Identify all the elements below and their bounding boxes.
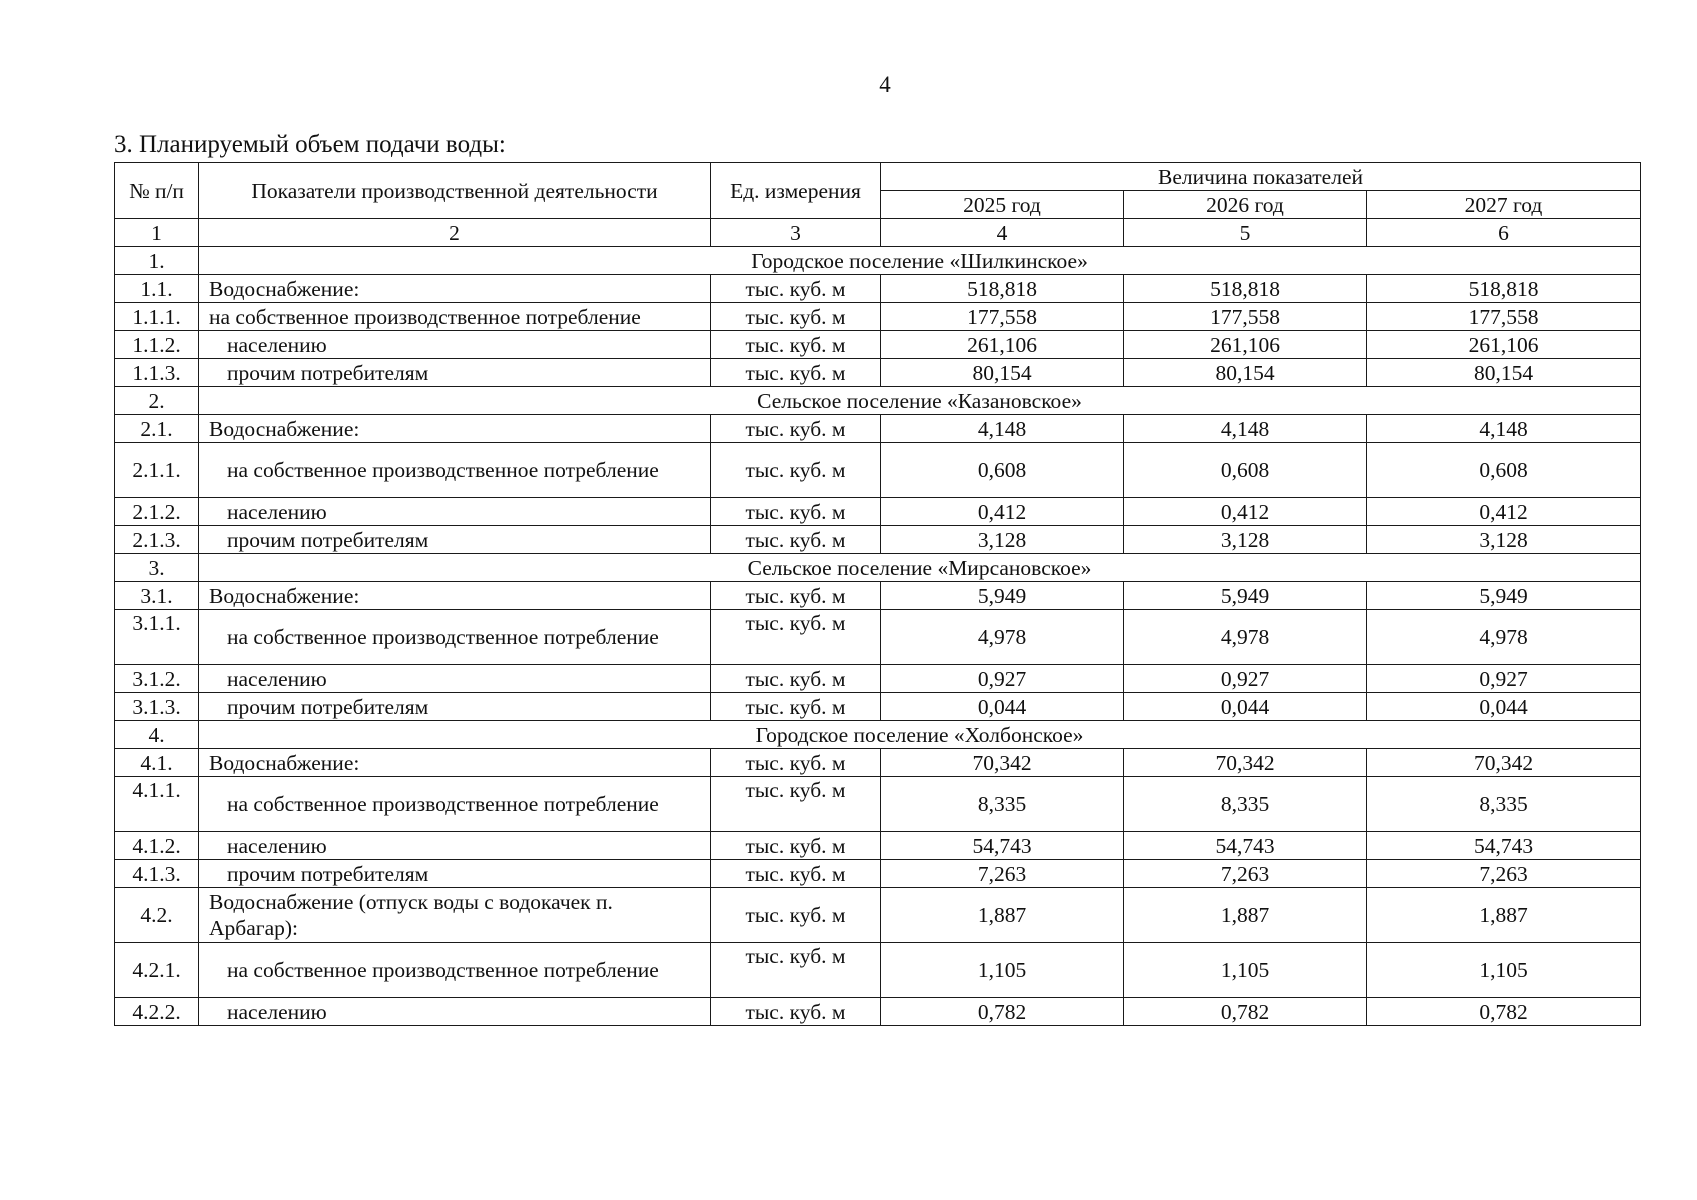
row-value-2025: 0,608 <box>881 443 1124 498</box>
row-indicator: Водоснабжение: <box>199 582 711 610</box>
row-value-2027: 5,949 <box>1367 582 1641 610</box>
table-row <box>115 665 1641 693</box>
row-indicator: Водоснабжение: <box>199 275 711 303</box>
row-value-2027: 1,105 <box>1367 943 1641 998</box>
row-value-2025: 0,927 <box>881 665 1124 693</box>
row-value-2025: 4,978 <box>881 610 1124 665</box>
row-number: 2.1. <box>115 415 199 443</box>
row-number: 4.2.1. <box>115 943 199 998</box>
table-row <box>115 331 1641 359</box>
row-value-2027: 7,263 <box>1367 860 1641 888</box>
row-unit: тыс. куб. м <box>711 998 881 1026</box>
section-row <box>115 247 1641 275</box>
row-value-2027: 261,106 <box>1367 331 1641 359</box>
row-number: 4.1.1. <box>115 777 199 832</box>
row-value-2026: 177,558 <box>1124 303 1367 331</box>
row-indicator: населению <box>199 498 711 526</box>
row-number: 3.1.1. <box>115 610 199 665</box>
row-unit: тыс. куб. м <box>711 749 881 777</box>
table-row <box>115 998 1641 1026</box>
row-unit: тыс. куб. м <box>711 610 881 665</box>
section-title-cell: Городское поселение «Шилкинское» <box>199 247 1641 275</box>
row-unit: тыс. куб. м <box>711 526 881 554</box>
row-number: 1.1.1. <box>115 303 199 331</box>
row-number: 4.1.3. <box>115 860 199 888</box>
row-value-2026: 70,342 <box>1124 749 1367 777</box>
row-value-2025: 4,148 <box>881 415 1124 443</box>
row-number: 3.1. <box>115 582 199 610</box>
row-value-2025: 518,818 <box>881 275 1124 303</box>
row-value-2026: 1,887 <box>1124 888 1367 943</box>
row-unit: тыс. куб. м <box>711 331 881 359</box>
row-number: 2.1.2. <box>115 498 199 526</box>
row-unit: тыс. куб. м <box>711 359 881 387</box>
row-value-2025: 1,887 <box>881 888 1124 943</box>
section-title: 3. Планируемый объем подачи воды: <box>114 131 506 158</box>
col-number: 6 <box>1367 219 1641 247</box>
table-row <box>115 415 1641 443</box>
row-indicator: на собственное производственное потребление <box>199 610 711 665</box>
header-year-2025: 2025 год <box>881 191 1124 219</box>
header-year-2026: 2026 год <box>1124 191 1367 219</box>
section-number: 4. <box>115 721 199 749</box>
table-row <box>115 888 1641 943</box>
section-row <box>115 721 1641 749</box>
row-indicator: на собственное производственное потребление <box>199 303 711 331</box>
row-value-2026: 3,128 <box>1124 526 1367 554</box>
row-value-2027: 518,818 <box>1367 275 1641 303</box>
table-row <box>115 693 1641 721</box>
table-row <box>115 749 1641 777</box>
row-value-2026: 4,978 <box>1124 610 1367 665</box>
header-indicator: Показатели производственной деятельности <box>199 163 711 219</box>
row-value-2025: 261,106 <box>881 331 1124 359</box>
row-value-2026: 8,335 <box>1124 777 1367 832</box>
row-value-2025: 1,105 <box>881 943 1124 998</box>
row-indicator: Водоснабжение: <box>199 749 711 777</box>
row-value-2027: 1,887 <box>1367 888 1641 943</box>
col-number: 1 <box>115 219 199 247</box>
header-unit: Ед. измерения <box>711 163 881 219</box>
row-value-2027: 4,148 <box>1367 415 1641 443</box>
row-value-2027: 0,608 <box>1367 443 1641 498</box>
row-number: 4.1.2. <box>115 832 199 860</box>
row-number: 3.1.3. <box>115 693 199 721</box>
row-value-2026: 261,106 <box>1124 331 1367 359</box>
row-value-2027: 70,342 <box>1367 749 1641 777</box>
row-unit: тыс. куб. м <box>711 665 881 693</box>
row-value-2027: 0,927 <box>1367 665 1641 693</box>
row-value-2026: 0,044 <box>1124 693 1367 721</box>
row-indicator: населению <box>199 331 711 359</box>
row-number: 4.2. <box>115 888 199 943</box>
row-value-2025: 54,743 <box>881 832 1124 860</box>
row-number: 4.2.2. <box>115 998 199 1026</box>
row-value-2027: 8,335 <box>1367 777 1641 832</box>
table-row <box>115 832 1641 860</box>
row-value-2026: 80,154 <box>1124 359 1367 387</box>
row-number: 1.1. <box>115 275 199 303</box>
col-number: 2 <box>199 219 711 247</box>
row-unit: тыс. куб. м <box>711 275 881 303</box>
section-title-cell: Сельское поселение «Казановское» <box>199 387 1641 415</box>
section-number: 1. <box>115 247 199 275</box>
row-value-2026: 1,105 <box>1124 943 1367 998</box>
row-value-2026: 54,743 <box>1124 832 1367 860</box>
row-value-2025: 3,128 <box>881 526 1124 554</box>
row-value-2025: 80,154 <box>881 359 1124 387</box>
row-unit: тыс. куб. м <box>711 693 881 721</box>
row-value-2025: 0,044 <box>881 693 1124 721</box>
table-row <box>115 303 1641 331</box>
col-number: 5 <box>1124 219 1367 247</box>
row-value-2026: 5,949 <box>1124 582 1367 610</box>
row-unit: тыс. куб. м <box>711 303 881 331</box>
row-unit: тыс. куб. м <box>711 860 881 888</box>
row-unit: тыс. куб. м <box>711 443 881 498</box>
row-number: 4.1. <box>115 749 199 777</box>
row-value-2025: 5,949 <box>881 582 1124 610</box>
row-unit: тыс. куб. м <box>711 498 881 526</box>
col-number: 4 <box>881 219 1124 247</box>
row-indicator: населению <box>199 832 711 860</box>
table-row <box>115 777 1641 832</box>
row-number: 3.1.2. <box>115 665 199 693</box>
row-number: 1.1.2. <box>115 331 199 359</box>
row-value-2027: 0,412 <box>1367 498 1641 526</box>
section-number: 2. <box>115 387 199 415</box>
row-indicator: прочим потребителям <box>199 860 711 888</box>
table-row <box>115 582 1641 610</box>
row-indicator: на собственное производственное потребление <box>199 777 711 832</box>
row-value-2026: 4,148 <box>1124 415 1367 443</box>
section-row <box>115 554 1641 582</box>
row-value-2025: 7,263 <box>881 860 1124 888</box>
row-value-2026: 0,608 <box>1124 443 1367 498</box>
table-row <box>115 275 1641 303</box>
row-unit: тыс. куб. м <box>711 888 881 943</box>
row-indicator: прочим потребителям <box>199 526 711 554</box>
row-value-2025: 70,342 <box>881 749 1124 777</box>
row-indicator: Водоснабжение: <box>199 415 711 443</box>
row-value-2027: 0,044 <box>1367 693 1641 721</box>
header-num: № п/п <box>115 163 199 219</box>
row-indicator: прочим потребителям <box>199 359 711 387</box>
row-value-2027: 54,743 <box>1367 832 1641 860</box>
row-value-2025: 177,558 <box>881 303 1124 331</box>
row-value-2025: 8,335 <box>881 777 1124 832</box>
row-number: 2.1.1. <box>115 443 199 498</box>
row-unit: тыс. куб. м <box>711 415 881 443</box>
row-value-2026: 7,263 <box>1124 860 1367 888</box>
row-number: 2.1.3. <box>115 526 199 554</box>
row-unit: тыс. куб. м <box>711 777 881 832</box>
row-indicator: населению <box>199 665 711 693</box>
header-values-group: Величина показателей <box>881 163 1641 191</box>
row-value-2027: 80,154 <box>1367 359 1641 387</box>
row-indicator: на собственное производственное потребление <box>199 943 711 998</box>
header-year-2027: 2027 год <box>1367 191 1641 219</box>
row-unit: тыс. куб. м <box>711 832 881 860</box>
row-value-2027: 4,978 <box>1367 610 1641 665</box>
table-row <box>115 860 1641 888</box>
row-value-2027: 177,558 <box>1367 303 1641 331</box>
row-indicator: Водоснабжение (отпуск воды с водокачек п. Арбагар): <box>199 888 711 943</box>
table-row <box>115 526 1641 554</box>
row-value-2025: 0,782 <box>881 998 1124 1026</box>
row-value-2026: 0,782 <box>1124 998 1367 1026</box>
row-value-2026: 518,818 <box>1124 275 1367 303</box>
row-unit: тыс. куб. м <box>711 943 881 998</box>
row-value-2026: 0,412 <box>1124 498 1367 526</box>
row-value-2025: 0,412 <box>881 498 1124 526</box>
page-number: 4 <box>879 72 891 97</box>
table-row <box>115 359 1641 387</box>
row-value-2026: 0,927 <box>1124 665 1367 693</box>
section-row <box>115 387 1641 415</box>
row-value-2027: 0,782 <box>1367 998 1641 1026</box>
table-row <box>115 943 1641 998</box>
row-indicator: прочим потребителям <box>199 693 711 721</box>
section-title-cell: Сельское поселение «Мирсановское» <box>199 554 1641 582</box>
col-number: 3 <box>711 219 881 247</box>
table-row <box>115 610 1641 665</box>
row-value-2027: 3,128 <box>1367 526 1641 554</box>
section-title-cell: Городское поселение «Холбонское» <box>199 721 1641 749</box>
table-row <box>115 443 1641 498</box>
section-number: 3. <box>115 554 199 582</box>
table-row <box>115 498 1641 526</box>
row-indicator: населению <box>199 998 711 1026</box>
water-supply-table <box>114 162 1641 1026</box>
row-unit: тыс. куб. м <box>711 582 881 610</box>
row-indicator: на собственное производственное потребление <box>199 443 711 498</box>
row-number: 1.1.3. <box>115 359 199 387</box>
